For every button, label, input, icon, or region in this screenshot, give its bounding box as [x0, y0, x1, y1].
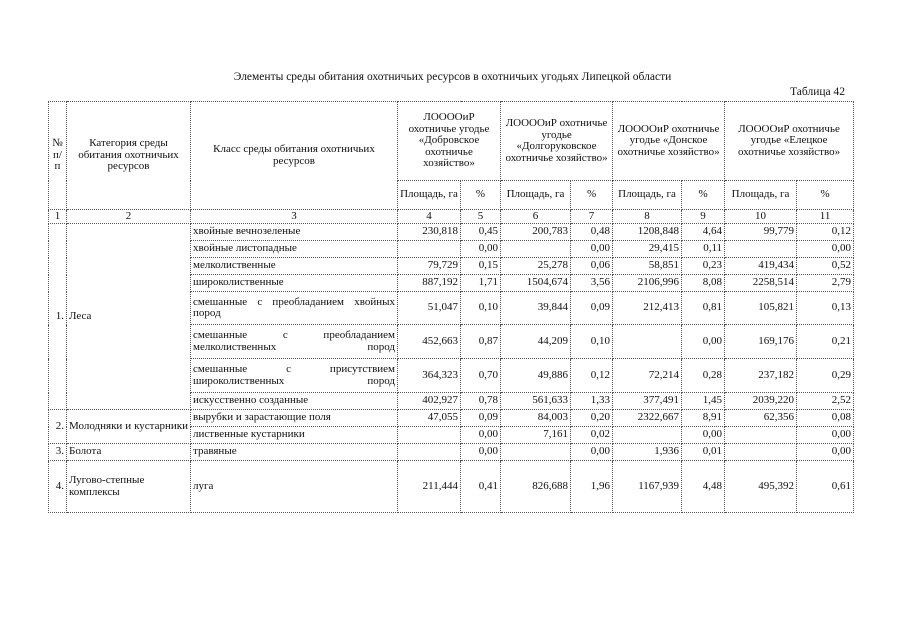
cell-area: 58,851 — [613, 258, 682, 275]
cell-area: 99,779 — [725, 224, 797, 241]
cell-area: 377,491 — [613, 393, 682, 410]
class-name: мелколиственные — [191, 258, 398, 275]
class-name: хвойные листопадные — [191, 241, 398, 258]
cell-pct: 0,45 — [461, 224, 501, 241]
cell-pct: 0,28 — [682, 359, 725, 393]
cell-pct: 0,09 — [571, 292, 613, 325]
table-number-label: Таблица 42 — [790, 86, 845, 98]
cell-area: 419,434 — [725, 258, 797, 275]
cell-area: 2322,667 — [613, 410, 682, 427]
section-number: 3. — [49, 444, 67, 461]
header-category: Категория среды обитания охотничьих ресурсов — [67, 102, 191, 210]
table-title: Элементы среды обитания охотничьих ресурсов в охотничьих угодьях Липецкой области — [233, 71, 672, 83]
section-number: 4. — [49, 461, 67, 513]
cell-pct: 0,20 — [571, 410, 613, 427]
cell-pct: 1,33 — [571, 393, 613, 410]
cell-pct: 0,00 — [461, 427, 501, 444]
cell-pct: 0,52 — [797, 258, 854, 275]
cell-pct: 0,02 — [571, 427, 613, 444]
cell-area: 364,323 — [398, 359, 461, 393]
table-row — [49, 224, 854, 241]
header-group-dobrovskoe: ЛООООиР охотничье угодье «Добровское охотничье хозяйство» — [398, 102, 501, 181]
column-number-row — [49, 210, 854, 224]
cell-pct: 0,81 — [682, 292, 725, 325]
cell-area: 402,927 — [398, 393, 461, 410]
cell-pct: 0,01 — [682, 444, 725, 461]
section-number: 2. — [49, 410, 67, 444]
cell-area: 49,886 — [501, 359, 571, 393]
column-number: 4 — [398, 210, 461, 224]
cell-pct: 0,09 — [461, 410, 501, 427]
cell-area: 1208,848 — [613, 224, 682, 241]
header-class: Класс среды обитания охотничьих ресурсов — [191, 102, 398, 210]
header-pct: % — [797, 181, 854, 210]
table-row — [49, 461, 854, 513]
cell-pct: 0,12 — [797, 224, 854, 241]
column-number: 3 — [191, 210, 398, 224]
cell-area: 887,192 — [398, 275, 461, 292]
cell-pct: 0,23 — [682, 258, 725, 275]
cell-area: 25,278 — [501, 258, 571, 275]
class-name: лиственные кустарники — [191, 427, 398, 444]
class-name: смешанные с преобладанием мелколиственных пород — [191, 325, 398, 359]
cell-pct: 2,52 — [797, 393, 854, 410]
cell-pct: 0,41 — [461, 461, 501, 513]
header-pct: % — [461, 181, 501, 210]
cell-area: 495,392 — [725, 461, 797, 513]
cell-pct: 0,48 — [571, 224, 613, 241]
cell-pct: 0,00 — [797, 444, 854, 461]
cell-pct: 0,29 — [797, 359, 854, 393]
habitat-table — [48, 101, 854, 513]
cell-area: 84,003 — [501, 410, 571, 427]
cell-pct: 4,48 — [682, 461, 725, 513]
cell-area: 51,047 — [398, 292, 461, 325]
cell-pct: 0,00 — [797, 427, 854, 444]
cell-area — [398, 444, 461, 461]
cell-area: 200,783 — [501, 224, 571, 241]
cell-area: 2106,996 — [613, 275, 682, 292]
section-number: 1. — [49, 224, 67, 410]
cell-pct: 0,00 — [461, 444, 501, 461]
cell-pct: 0,00 — [797, 241, 854, 258]
column-number: 9 — [682, 210, 725, 224]
cell-pct: 0,15 — [461, 258, 501, 275]
cell-area: 7,161 — [501, 427, 571, 444]
class-name: смешанные с преобладанием хвойных пород — [191, 292, 398, 325]
class-name: широколиственные — [191, 275, 398, 292]
section-name: Молодняки и кустарники — [67, 410, 191, 444]
cell-area: 211,444 — [398, 461, 461, 513]
header-group-donskoe: ЛООООиР охотничье угодье «Донское охотничье хозяйство» — [613, 102, 725, 181]
cell-area: 105,821 — [725, 292, 797, 325]
header-row — [49, 102, 854, 181]
cell-area: 452,663 — [398, 325, 461, 359]
class-name: луга — [191, 461, 398, 513]
cell-pct: 1,96 — [571, 461, 613, 513]
section-name: Лугово-степные комплексы — [67, 461, 191, 513]
class-name: смешанные с присутствием широколиственных пород — [191, 359, 398, 393]
cell-pct: 8,91 — [682, 410, 725, 427]
cell-pct: 0,00 — [571, 444, 613, 461]
cell-pct: 3,56 — [571, 275, 613, 292]
cell-area: 169,176 — [725, 325, 797, 359]
cell-area: 29,415 — [613, 241, 682, 258]
column-number: 2 — [67, 210, 191, 224]
cell-area: 1,936 — [613, 444, 682, 461]
cell-area: 39,844 — [501, 292, 571, 325]
class-name: вырубки и зарастающие поля — [191, 410, 398, 427]
column-number: 7 — [571, 210, 613, 224]
cell-area: 826,688 — [501, 461, 571, 513]
header-pct: % — [571, 181, 613, 210]
cell-pct: 0,21 — [797, 325, 854, 359]
table-row — [49, 444, 854, 461]
column-number: 1 — [49, 210, 67, 224]
header-area: Площадь, га — [725, 181, 797, 210]
cell-area: 2039,220 — [725, 393, 797, 410]
column-number: 6 — [501, 210, 571, 224]
cell-pct: 0,00 — [571, 241, 613, 258]
cell-area: 79,729 — [398, 258, 461, 275]
cell-area — [725, 427, 797, 444]
cell-area: 72,214 — [613, 359, 682, 393]
cell-area — [501, 444, 571, 461]
cell-pct: 0,06 — [571, 258, 613, 275]
cell-area: 561,633 — [501, 393, 571, 410]
cell-area: 1167,939 — [613, 461, 682, 513]
cell-area — [398, 427, 461, 444]
cell-pct: 0,08 — [797, 410, 854, 427]
cell-area — [725, 241, 797, 258]
cell-area: 2258,514 — [725, 275, 797, 292]
class-name: травяные — [191, 444, 398, 461]
cell-pct: 4,64 — [682, 224, 725, 241]
cell-pct: 2,79 — [797, 275, 854, 292]
header-area: Площадь, га — [501, 181, 571, 210]
section-name: Леса — [67, 224, 191, 410]
cell-area: 62,356 — [725, 410, 797, 427]
column-number: 10 — [725, 210, 797, 224]
cell-area: 44,209 — [501, 325, 571, 359]
cell-area — [725, 444, 797, 461]
cell-pct: 0,61 — [797, 461, 854, 513]
class-name: искусственно созданные — [191, 393, 398, 410]
cell-area: 230,818 — [398, 224, 461, 241]
cell-area — [613, 427, 682, 444]
cell-area — [613, 325, 682, 359]
header-area: Площадь, га — [613, 181, 682, 210]
cell-area — [501, 241, 571, 258]
cell-pct: 1,71 — [461, 275, 501, 292]
cell-area: 1504,674 — [501, 275, 571, 292]
cell-area: 47,055 — [398, 410, 461, 427]
header-group-dolgorukovskoe: ЛООООиР охотничье угодье «Долгоруковское охотничье хозяйство» — [501, 102, 613, 181]
header-num: № п/п — [49, 102, 67, 210]
cell-area — [398, 241, 461, 258]
cell-pct: 0,10 — [571, 325, 613, 359]
cell-pct: 0,00 — [682, 427, 725, 444]
cell-pct: 0,13 — [797, 292, 854, 325]
section-name: Болота — [67, 444, 191, 461]
header-group-eletskoe: ЛООООиР охотничье угодье «Елецкое охотничье хозяйство» — [725, 102, 854, 181]
cell-pct: 0,87 — [461, 325, 501, 359]
header-area: Площадь, га — [398, 181, 461, 210]
cell-pct: 1,45 — [682, 393, 725, 410]
table-row — [49, 410, 854, 427]
cell-pct: 0,70 — [461, 359, 501, 393]
cell-pct: 0,12 — [571, 359, 613, 393]
cell-pct: 8,08 — [682, 275, 725, 292]
cell-area: 237,182 — [725, 359, 797, 393]
cell-pct: 0,00 — [461, 241, 501, 258]
cell-pct: 0,11 — [682, 241, 725, 258]
cell-pct: 0,00 — [682, 325, 725, 359]
cell-pct: 0,78 — [461, 393, 501, 410]
header-pct: % — [682, 181, 725, 210]
cell-area: 212,413 — [613, 292, 682, 325]
column-number: 8 — [613, 210, 682, 224]
column-number: 11 — [797, 210, 854, 224]
class-name: хвойные вечнозеленые — [191, 224, 398, 241]
column-number: 5 — [461, 210, 501, 224]
cell-pct: 0,10 — [461, 292, 501, 325]
